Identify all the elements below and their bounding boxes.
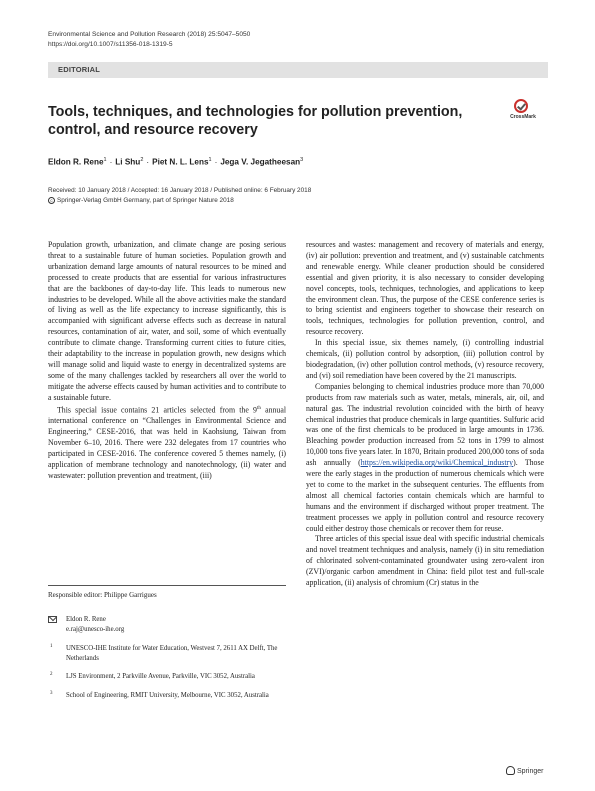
article-title: Tools, techniques, and technologies for pollution prevention, control, and resource recovery [48, 104, 463, 138]
publisher-logo [506, 766, 543, 775]
copyright-text: Springer-Verlag GmbH Germany, part of Springer Nature 2018 [57, 197, 234, 204]
article-type-banner [48, 62, 548, 78]
author-affiliation-ref: 3 [300, 157, 304, 163]
crossmark-label: CrossMark [510, 114, 536, 120]
body-paragraph: Companies belonging to chemical industries produce more than 70,000 products from raw materials such as water, metals, minerals, air, oil, and natural gas. The industrial revolution coincided with the birth of heavy chemical industries that produce chemicals in large quantities. Sulfuric acid was one of the first chemicals to be produced in large amounts in 1736. Bleaching powder production increased from 52 tons in 1799 to almost 10,000 tons five years later. In 1870, Britain produced 200,000 tons of soda ash annually (https://en.wikipedia.org/wiki/Chemical_industry). Those were the early stages in the production of numerous chemicals which were yet to come to the market in the subsequent centuries. The effluents from almost all chemical factories contain chemicals which are harmful to humans and the environment if discharged without proper treatment. The treatment processes we apply in pollution control and resource recovery could either destroy those chemicals or recover them for reuse. [306, 381, 544, 533]
author-affiliation-ref: 1 [103, 157, 107, 163]
body-paragraph: Three articles of this special issue deal with specific industrial chemicals and novel treatment techniques and analysis, namely (i) in situ remediation of chlorinated solvent-contaminated groundwater using zero-valent iron (ZVI)/organic carbon amendment in China: field pilot test and full-scale application, (ii) analysis of chromium (Cr) status in the [306, 534, 544, 588]
body-column-right [306, 240, 544, 589]
publisher-name: Springer [517, 768, 544, 775]
crossmark-badge[interactable] [498, 99, 548, 120]
wikipedia-link[interactable]: https://en.wikipedia.org/wiki/Chemical_industry [360, 458, 514, 468]
affiliation: 1 UNESCO-IHE Institute for Water Education, Westvest 7, 2611 AX Delft, The Netherlands [50, 644, 278, 662]
body-paragraph: In this special issue, six themes namely, (i) controlling industrial chemicals, (ii) pollution control by adsorption, (iii) pollution control by biodegradation, (iv) other pollution control methods, (v) resource recovery, and (vi) soil remediation have been covered by the 21 manuscripts. [306, 338, 544, 380]
author-list: Eldon R. Rene$^1$ · Li Shu$^2$ · Piet N. L. Lens$^1$ · Jega V. Jegatheesan$^3$ [48, 157, 304, 167]
copyright-icon: c [48, 197, 55, 204]
footnote-divider [48, 585, 286, 586]
author-affiliation-ref: 2 [140, 157, 144, 163]
publication-dates: Received: 10 January 2018 / Accepted: 16 January 2018 / Published online: 6 February 2018 [48, 187, 312, 194]
doi-link[interactable]: https://doi.org/10.1007/s11356-018-1319-5 [48, 41, 173, 48]
author-name[interactable]: Jega V. Jegatheesan [220, 157, 301, 167]
corresponding-email[interactable]: e.raj@unesco-ihe.org [66, 626, 125, 633]
author-name[interactable]: Li Shu [115, 157, 141, 167]
author-affiliation-ref: 1 [208, 157, 212, 163]
responsible-editor: Responsible editor: Philippe Garrigues [48, 591, 157, 599]
springer-horse-icon [506, 766, 515, 775]
journal-header [48, 30, 250, 50]
journal-citation: Environmental Science and Pollution Research (2018) 25:5047–5050 [48, 31, 251, 38]
affiliation: 2 LJS Environment, 2 Parkville Avenue, Parkville, VIC 3052, Australia [50, 672, 255, 680]
corresponding-author [48, 615, 286, 635]
body-paragraph: Population growth, urbanization, and climate change are posing serious threat to a sustainable future of human societies. Population growth and urbanization demand large amounts of natural resources to be mined and processed to create products that are essential for various infrastructures that are the backbones of day-to-day life. This leads to numerous new industries to be developed. While all the above activities make the standard of living as well as the life expectancy to increase significantly, this is accompanied with significant adverse effects such as decrease in natural resources, contamination of air, water, and soil, some of which eventually contribute to climate change. Transforming current cities to future cities, their adaptability to the increase in population growth, new designs which will manage solid and liquid waste to energy in decentralized systems are some of the many challenges tackled by researchers all over the world to mitigate the adverse effects caused by human activities and to contribute to a sustainable future. [48, 240, 286, 402]
article-history [48, 186, 311, 206]
body-paragraph: resources and wastes: management and recovery of materials and energy, (iv) air pollution: prevention and treatment, and (v) sustainable catchments and renewable energy. While cleaner production should be considered essential and given priority, it is also necessary to consider developing novel concepts, tools, techniques, technologies, and applications to keep the environment clean. Thus, the purpose of the CESE conference series is to bring scientist and engineers together to showcase their research on tools, techniques, technologies for pollution prevention, control, and resource recovery. [306, 240, 544, 337]
corresponding-name: Eldon R. Rene [66, 616, 106, 623]
author-name[interactable]: Eldon R. Rene [48, 157, 104, 167]
copyright-line [48, 196, 311, 206]
body-column-left [48, 240, 286, 482]
author-name[interactable]: Piet N. L. Lens [152, 157, 209, 167]
body-paragraph: This special issue contains 21 articles selected from the 9th annual international conference on “Challenges in Environmental Science and Engineering,” CESE-2016, that was held in Kaohsiung, Taiwan from November 6–10, 2016. There were 232 delegates from 17 countries who participated in CESE-2016. The conference covered 5 themes namely, (i) application of membrane technology and nanotechnology, (ii) water and wastewater: pollution prevention and treatment, (iii) [48, 405, 286, 480]
envelope-icon [48, 616, 57, 623]
affiliation: 3 School of Engineering, RMIT University, Melbourne, VIC 3052, Australia [50, 690, 269, 699]
footnotes [48, 585, 286, 700]
crossmark-icon [514, 99, 528, 113]
article-type-label: EDITORIAL [58, 65, 101, 74]
